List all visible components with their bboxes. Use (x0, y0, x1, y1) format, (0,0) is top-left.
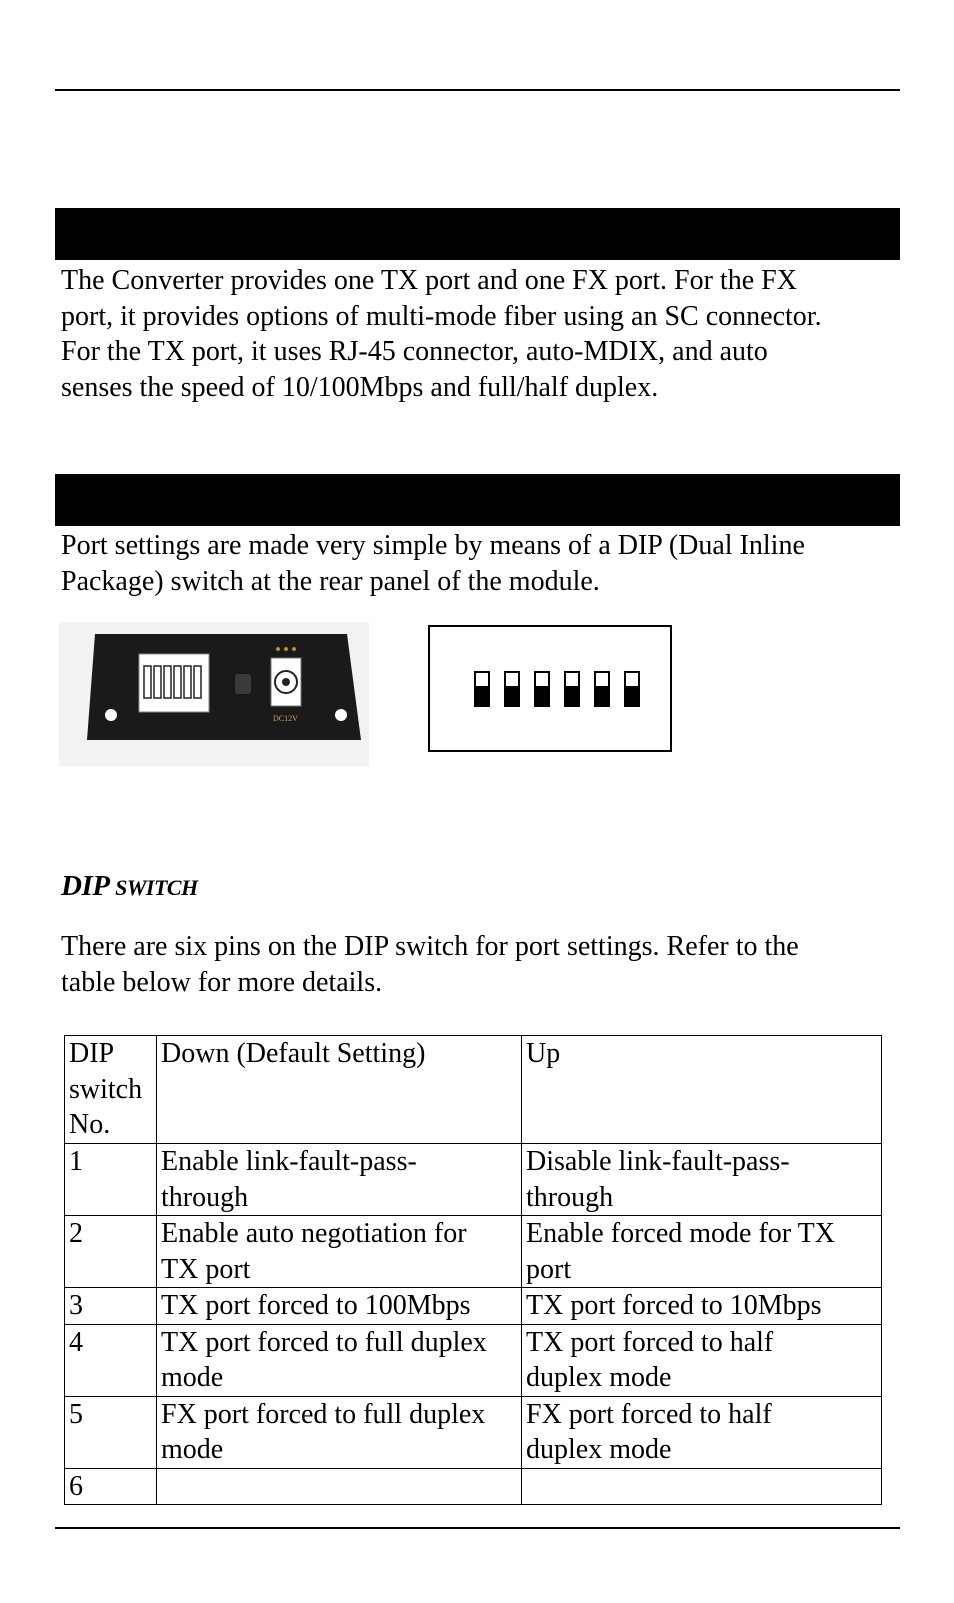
up-cell (522, 1468, 882, 1505)
dip-heading-main: DIP (61, 870, 109, 902)
cell-text: TX port forced to half (526, 1326, 774, 1358)
switch-no-cell (65, 1324, 157, 1396)
dip-settings-table (64, 1035, 882, 1505)
dip-paragraph-line: There are six pins on the DIP switch for port settings. Refer to the (61, 931, 799, 962)
cell-text: TX port (161, 1253, 251, 1285)
down-cell (157, 1396, 522, 1468)
table-header-row (65, 1036, 882, 1144)
table-row (65, 1144, 882, 1216)
cell-text: duplex mode (526, 1434, 672, 1465)
cell-text: 5 (69, 1398, 83, 1430)
cell-text: through (526, 1181, 614, 1213)
down-cell (157, 1324, 522, 1396)
cell-text: 4 (69, 1326, 83, 1358)
table-row (65, 1468, 882, 1505)
cell-text: Enable link-fault-pass- (161, 1146, 417, 1177)
cell-text: 3 (69, 1290, 83, 1321)
switch-no-cell (65, 1288, 157, 1325)
cell-text: 1 (69, 1146, 83, 1177)
cell-text: Enable auto negotiation for (161, 1218, 467, 1249)
cell-text: FX port forced to full duplex (161, 1398, 486, 1430)
top-rule (55, 89, 900, 91)
up-cell (522, 1324, 882, 1396)
dip-heading-small: SWITCH (115, 875, 198, 900)
dip-paragraph (61, 929, 911, 1000)
header-text: No. (69, 1109, 111, 1140)
cell-text: FX port forced to half (526, 1398, 772, 1430)
settings-paragraph (61, 528, 911, 599)
down-cell (157, 1216, 522, 1288)
header-cell-up (522, 1036, 882, 1144)
cell-text: through (161, 1181, 249, 1213)
ports-paragraph-line: The Converter provides one TX port and one FX port. For the FX (61, 265, 797, 296)
table-row (65, 1324, 882, 1396)
header-text: Down (Default Setting) (161, 1038, 426, 1069)
cell-text: Enable forced mode for TX (526, 1218, 835, 1249)
up-cell (522, 1144, 882, 1216)
table-row (65, 1288, 882, 1325)
cell-text: TX port forced to 10Mbps (526, 1290, 822, 1321)
down-cell (157, 1468, 522, 1505)
dip-paragraph-line: table below for more details. (61, 966, 383, 998)
cell-text: mode (161, 1362, 224, 1393)
cell-text: Disable link-fault-pass- (526, 1146, 790, 1177)
up-cell (522, 1396, 882, 1468)
ports-paragraph-line: For the TX port, it uses RJ-45 connector, auto-MDIX, and auto (61, 336, 768, 367)
switch-no-cell (65, 1468, 157, 1505)
cell-text: 2 (69, 1218, 83, 1249)
ports-paragraph (61, 263, 911, 405)
settings-paragraph-line: Port settings are made very simple by means of a DIP (Dual Inline (61, 530, 805, 561)
cell-text: mode (161, 1434, 224, 1465)
ports-paragraph-line: port, it provides options of multi-mode fiber using an SC connector. (61, 300, 822, 332)
settings-paragraph-line: Package) switch at the rear panel of the module. (61, 565, 600, 597)
bottom-rule (55, 1527, 900, 1529)
section-heading-bar-settings (55, 474, 900, 526)
switch-no-cell (65, 1144, 157, 1216)
header-text: Up (526, 1038, 561, 1069)
table-row (65, 1216, 882, 1288)
dip-switch-heading (61, 870, 198, 903)
cell-text: 6 (69, 1470, 83, 1502)
rear-panel-image (59, 622, 369, 766)
cell-text: duplex mode (526, 1362, 672, 1393)
table-row (65, 1396, 882, 1468)
switch-no-cell (65, 1216, 157, 1288)
dip-switch-diagram (428, 625, 672, 752)
up-cell (522, 1288, 882, 1325)
down-cell (157, 1144, 522, 1216)
cell-text: TX port forced to full duplex (161, 1326, 487, 1358)
header-text: switch (69, 1073, 143, 1105)
switch-no-cell (65, 1396, 157, 1468)
section-heading-bar-ports (55, 208, 900, 260)
cell-text: TX port forced to 100Mbps (161, 1290, 471, 1321)
header-text: DIP (69, 1038, 115, 1069)
header-cell-switch-no (65, 1036, 157, 1144)
cell-text: port (526, 1253, 572, 1285)
up-cell (522, 1216, 882, 1288)
header-cell-down (157, 1036, 522, 1144)
ports-paragraph-line: senses the speed of 10/100Mbps and full/half duplex. (61, 371, 659, 403)
down-cell (157, 1288, 522, 1325)
dc12v-label: DC12V (273, 714, 298, 723)
